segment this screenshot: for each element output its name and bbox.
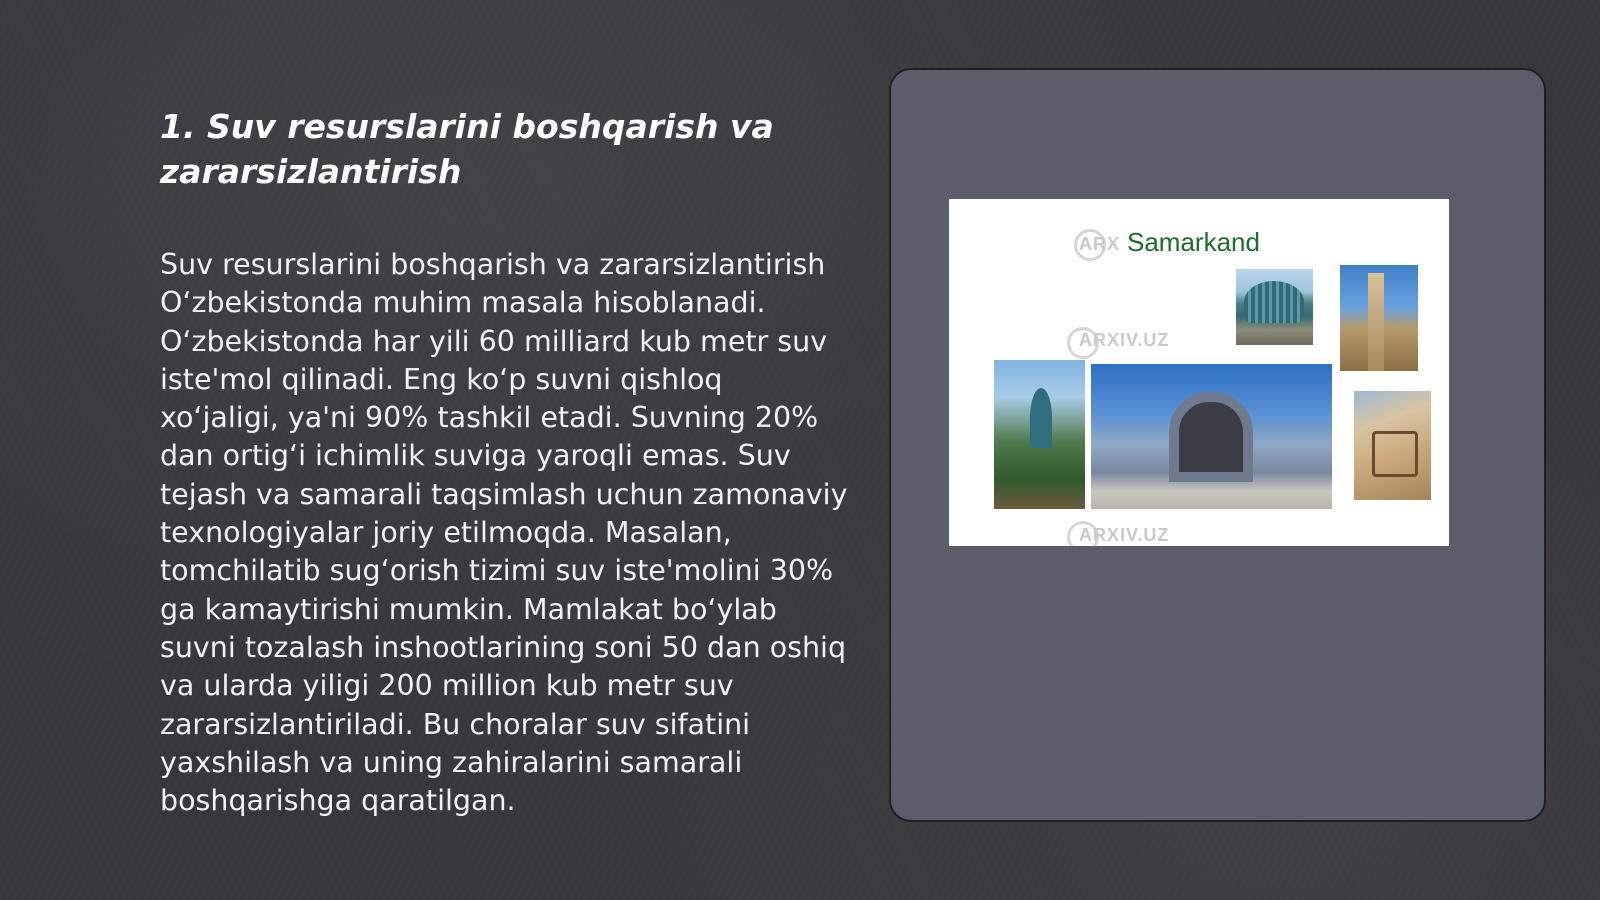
samarkand-photo-collage bbox=[949, 199, 1449, 546]
watermark-text: ARXIV.UZ bbox=[1079, 525, 1170, 545]
slide-title: 1. Suv resurslarini boshqarish va zararsizlantirish bbox=[160, 107, 774, 191]
photo-minaret bbox=[1340, 265, 1418, 371]
photo-blue-dome bbox=[1236, 269, 1313, 345]
photo-mausoleum-trees bbox=[994, 360, 1085, 509]
photo-registan-square bbox=[1091, 364, 1332, 509]
collage-caption: Samarkand bbox=[1127, 227, 1260, 257]
watermark-text: ARX bbox=[1079, 234, 1121, 254]
slide-body-text: Suv resurslarini boshqarish va zararsizlantirish O‘zbekistonda muhim masala hisoblanadi. O‘zbekistonda har yili 60 milliard kub metr suv iste'mol qilinadi. Eng ko‘p suvni qishloq xo‘jaligi, ya'ni 90% tashkil etadi. Suvning 20% dan ortig‘i ichimlik suviga yaroqli emas. Suv tejash va samarali taqsimlash uchun zamonaviy texnologiyalar joriy etilmoqda. Masalan, tomchilatib sug‘orish tizimi suv iste'molini 30% ga kamaytirishi mumkin. Mamlakat bo‘ylab suvni tozalash inshootlarining soni 50 dan oshiq va ularda yiligi 200 million kub metr suv zararsizlantiriladi. Bu choralar suv sifatini yaxshilash va uning zahiralarini samarali boshqarishga qaratilgan. bbox=[160, 248, 848, 818]
watermark-text: ARXIV.UZ bbox=[1079, 330, 1170, 350]
photo-ornamented-column bbox=[1354, 391, 1431, 500]
